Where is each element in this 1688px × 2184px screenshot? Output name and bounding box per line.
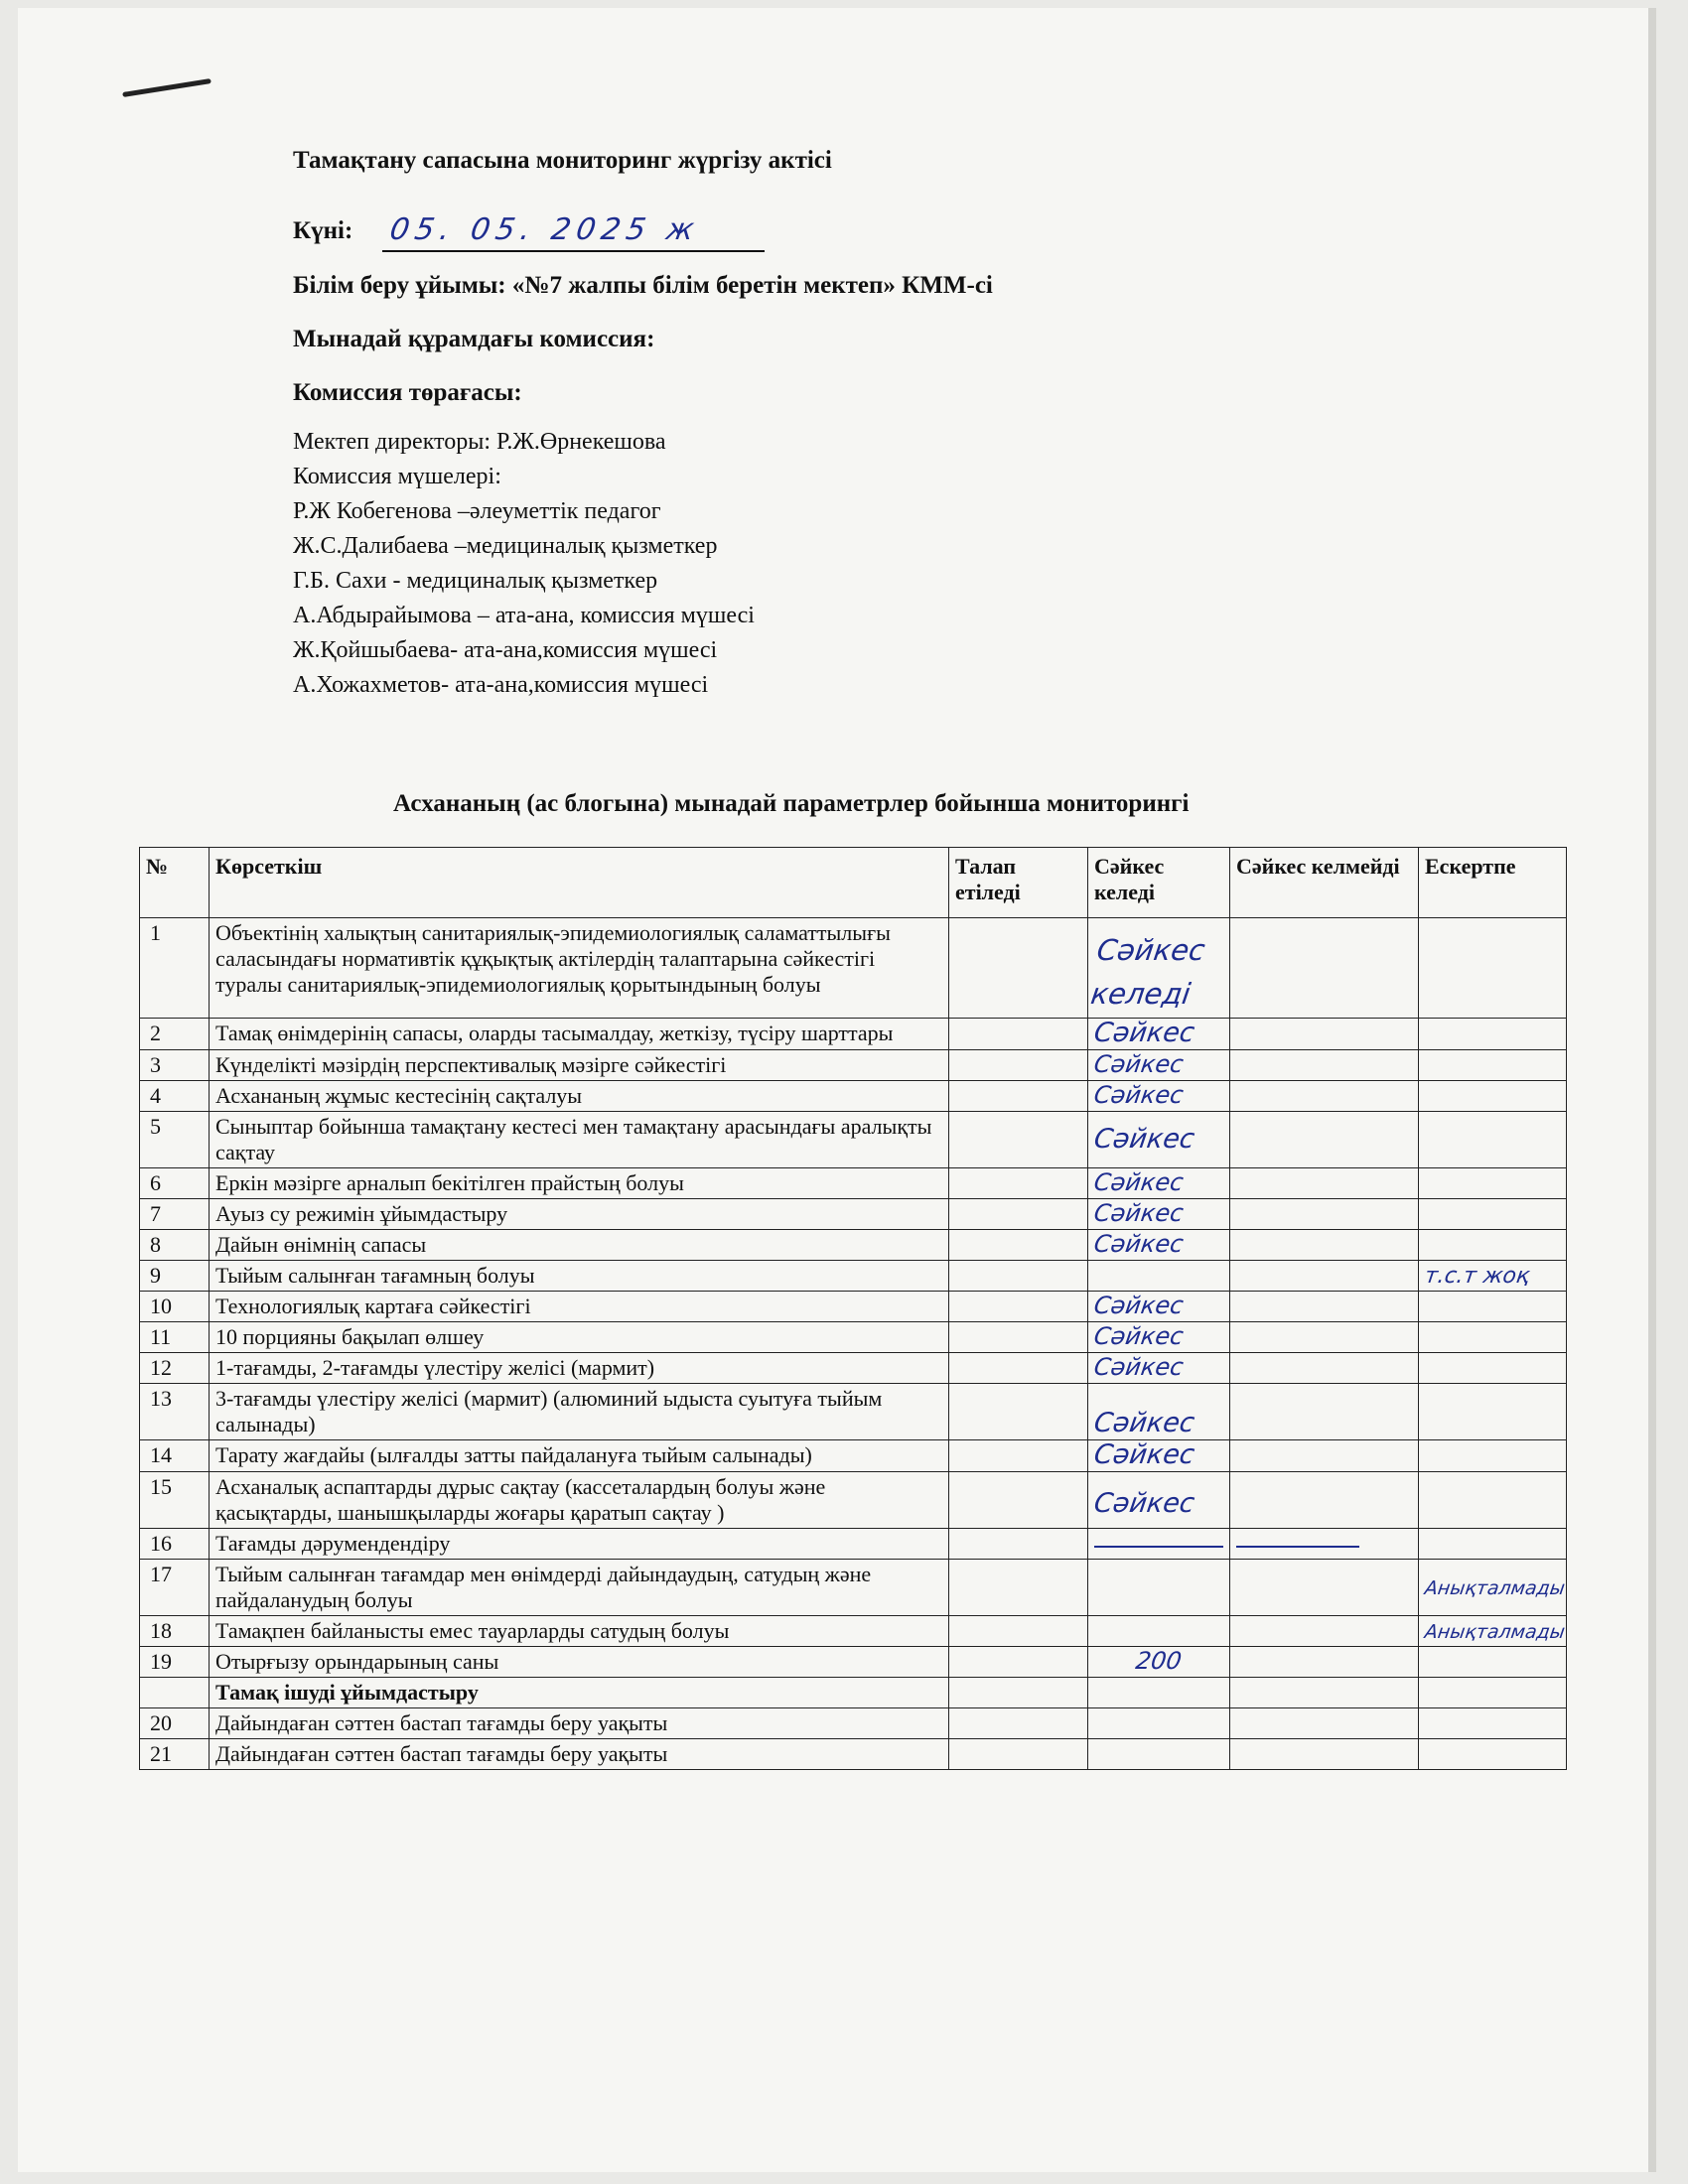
row-number: 7 (140, 1199, 210, 1230)
table-row (140, 1230, 1567, 1261)
handwritten-note: т.с.т жоқ (1423, 1264, 1532, 1289)
row-number: 20 (140, 1708, 210, 1739)
col-header-note: Ескертпе (1419, 848, 1567, 918)
table-row (140, 1019, 1567, 1050)
member-line: Ж.Қойшыбаева- ата-ана,комиссия мүшесі (293, 637, 718, 663)
table-row (140, 1647, 1567, 1678)
row-indicator: Дайындаған сәттен бастап тағамды беру уақыты (210, 1708, 949, 1739)
commission-heading: Мынадай құрамдағы комиссия: (293, 326, 655, 352)
row-number: 15 (140, 1472, 210, 1529)
row-indicator: Тыйым салынған тағамның болуы (210, 1261, 949, 1292)
row-number: 6 (140, 1168, 210, 1199)
handwritten-mark: Сәйкес (1092, 1050, 1186, 1078)
member-line: А.Абдырайымова – ата-ана, комиссия мүшесі (293, 603, 755, 628)
table-row (140, 1081, 1567, 1112)
handwritten-mark: Сәйкес (1091, 1439, 1197, 1470)
col-header-required: Талап етіледі (949, 848, 1088, 918)
table-row (140, 1472, 1567, 1529)
date-underline (382, 248, 765, 252)
row-number: 4 (140, 1081, 210, 1112)
row-number: 8 (140, 1230, 210, 1261)
table-row (140, 1050, 1567, 1081)
member-line: Ж.С.Далибаева –медициналық қызметкер (293, 533, 718, 559)
handwritten-mark: Сәйкес (1092, 1081, 1186, 1109)
table-row (140, 1384, 1567, 1440)
date-label: Күні: (293, 217, 353, 244)
row-indicator: Асханалық аспаптарды дұрыс сақтау (кассеталардың болуы және қасықтарды, шанышқыларды жоғары қаратып сақтау ) (210, 1472, 949, 1529)
row-indicator: 1-тағамды, 2-тағамды үлестіру желісі (мармит) (210, 1353, 949, 1384)
handwritten-mark: Сәйкес (1092, 1292, 1186, 1319)
row-number: 13 (140, 1384, 210, 1440)
row-indicator: Дайындаған сәттен бастап тағамды беру уақыты (210, 1739, 949, 1770)
row-indicator: 10 порцияны бақылап өлшеу (210, 1322, 949, 1353)
handwritten-mark: Сәйкес (1092, 1230, 1186, 1258)
member-line: Р.Ж Кобегенова –әлеуметтік педагог (293, 498, 661, 524)
row-indicator: Дайын өнімнің сапасы (210, 1230, 949, 1261)
row-indicator: Тамақ өнімдерінің сапасы, оларды тасымалдау, жеткізу, түсіру шарттары (210, 1019, 949, 1050)
table-row (140, 1322, 1567, 1353)
row-indicator: Ауыз су режимін ұйымдастыру (210, 1199, 949, 1230)
col-header-number: № (140, 848, 210, 918)
row-indicator: Технологиялық картаға сәйкестігі (210, 1292, 949, 1322)
handwritten-mark: Сәйкес (1092, 1353, 1186, 1381)
row-indicator: Тыйым салынған тағамдар мен өнімдерді дайындаудың, сатудың және пайдаланудың болуы (210, 1560, 949, 1616)
handwritten-dash (1094, 1546, 1223, 1548)
commission-members-list (293, 425, 755, 703)
handwritten-mark: Сәйкес (1091, 1123, 1197, 1155)
row-indicator: Асхананың жұмыс кестесінің сақталуы (210, 1081, 949, 1112)
handwritten-mark: Сәйкес (1092, 1168, 1186, 1196)
row-indicator: Тамақпен байланысты емес тауарларды сатудың болуы (210, 1616, 949, 1647)
row-indicator: Күнделікті мәзірдің перспективалық мәзірге сәйкестігі (210, 1050, 949, 1081)
col-header-compliant: Сәйкес келеді (1088, 848, 1230, 918)
organization-line: Білім беру ұйымы: «№7 жалпы білім беретін мектеп» КММ-сі (293, 272, 993, 299)
table-row (140, 1112, 1567, 1168)
row-number: 5 (140, 1112, 210, 1168)
monitoring-table (139, 847, 1567, 1770)
row-indicator: Тағамды дәрумендендіру (210, 1529, 949, 1560)
row-number: 10 (140, 1292, 210, 1322)
member-line: Г.Б. Сахи - медициналық қызметкер (293, 568, 658, 594)
table-row (140, 1560, 1567, 1616)
row-number: 17 (140, 1560, 210, 1616)
table-row (140, 1739, 1567, 1770)
handwritten-note: Анықталмады (1423, 1621, 1567, 1643)
row-indicator: 3-тағамды үлестіру желісі (мармит) (алюминий ыдыста суытуға тыйым салынады) (210, 1384, 949, 1440)
handwritten-mark: Сәйкес келеді (1088, 933, 1207, 1011)
handwritten-mark: Сәйкес (1092, 1199, 1186, 1227)
table-row (140, 1168, 1567, 1199)
table-row (140, 1440, 1567, 1472)
member-line: Комиссия мүшелері: (293, 464, 501, 489)
table-row (140, 1529, 1567, 1560)
member-line: Мектеп директоры: Р.Ж.Өрнекешова (293, 429, 666, 455)
col-header-indicator: Көрсеткіш (210, 848, 949, 918)
handwritten-note: Анықталмады (1423, 1576, 1567, 1599)
row-number: 21 (140, 1739, 210, 1770)
section-label: Тамақ ішуді ұйымдастыру (210, 1678, 949, 1708)
handwritten-mark: Сәйкес (1091, 1018, 1197, 1048)
row-number (140, 1678, 210, 1708)
col-header-noncompliant: Сәйкес келмейді (1230, 848, 1419, 918)
handwritten-mark: Сәйкес (1092, 1322, 1186, 1350)
table-row (140, 1708, 1567, 1739)
handwritten-dash (1236, 1546, 1359, 1548)
row-indicator: Еркін мәзірге арналып бекітілген прайстың болуы (210, 1168, 949, 1199)
row-number: 18 (140, 1616, 210, 1647)
row-indicator: Сыныптар бойынша тамақтану кестесі мен тамақтану арасындағы аралықты сақтау (210, 1112, 949, 1168)
row-number: 14 (140, 1440, 210, 1472)
table-row (140, 1353, 1567, 1384)
document-page (18, 8, 1656, 2172)
date-value: 05. 05. 2025 ж (386, 212, 703, 247)
table-row (140, 1678, 1567, 1708)
pen-stroke-mark (122, 78, 211, 97)
table-row (140, 1199, 1567, 1230)
member-line: А.Хожахметов- ата-ана,комиссия мүшесі (293, 672, 709, 698)
row-indicator: Тарату жағдайы (ылғалды затты пайдалануға тыйым салынады) (210, 1440, 949, 1472)
table-row (140, 1616, 1567, 1647)
row-indicator: Объектінің халықтың санитариялық-эпидемиологиялық саламаттылығы саласындағы нормативтік құқықтық актілердің талаптарына сәйкестігі туралы санитариялық-эпидемиологиялық қорытындының болуы (210, 918, 949, 1019)
document-title: Тамақтану сапасына мониторинг жүргізу актісі (293, 147, 832, 174)
handwritten-mark: Сәйкес (1091, 1408, 1197, 1438)
row-number: 2 (140, 1019, 210, 1050)
row-number: 11 (140, 1322, 210, 1353)
page-edge-shadow (1648, 8, 1656, 2172)
table-row (140, 918, 1567, 1019)
handwritten-mark: Сәйкес (1091, 1488, 1197, 1519)
row-number: 3 (140, 1050, 210, 1081)
table-row (140, 1261, 1567, 1292)
chair-heading: Комиссия төрағасы: (293, 379, 522, 406)
row-number: 12 (140, 1353, 210, 1384)
table-header-row (140, 848, 1567, 918)
row-number: 9 (140, 1261, 210, 1292)
table-row (140, 1292, 1567, 1322)
handwritten-mark: 200 (1134, 1647, 1184, 1675)
row-number: 19 (140, 1647, 210, 1678)
row-indicator: Отырғызу орындарының саны (210, 1647, 949, 1678)
row-number: 1 (140, 918, 210, 1019)
monitoring-title: Асхананың (ас блогына) мынадай параметрлер бойынша мониторингі (393, 790, 1190, 817)
row-number: 16 (140, 1529, 210, 1560)
